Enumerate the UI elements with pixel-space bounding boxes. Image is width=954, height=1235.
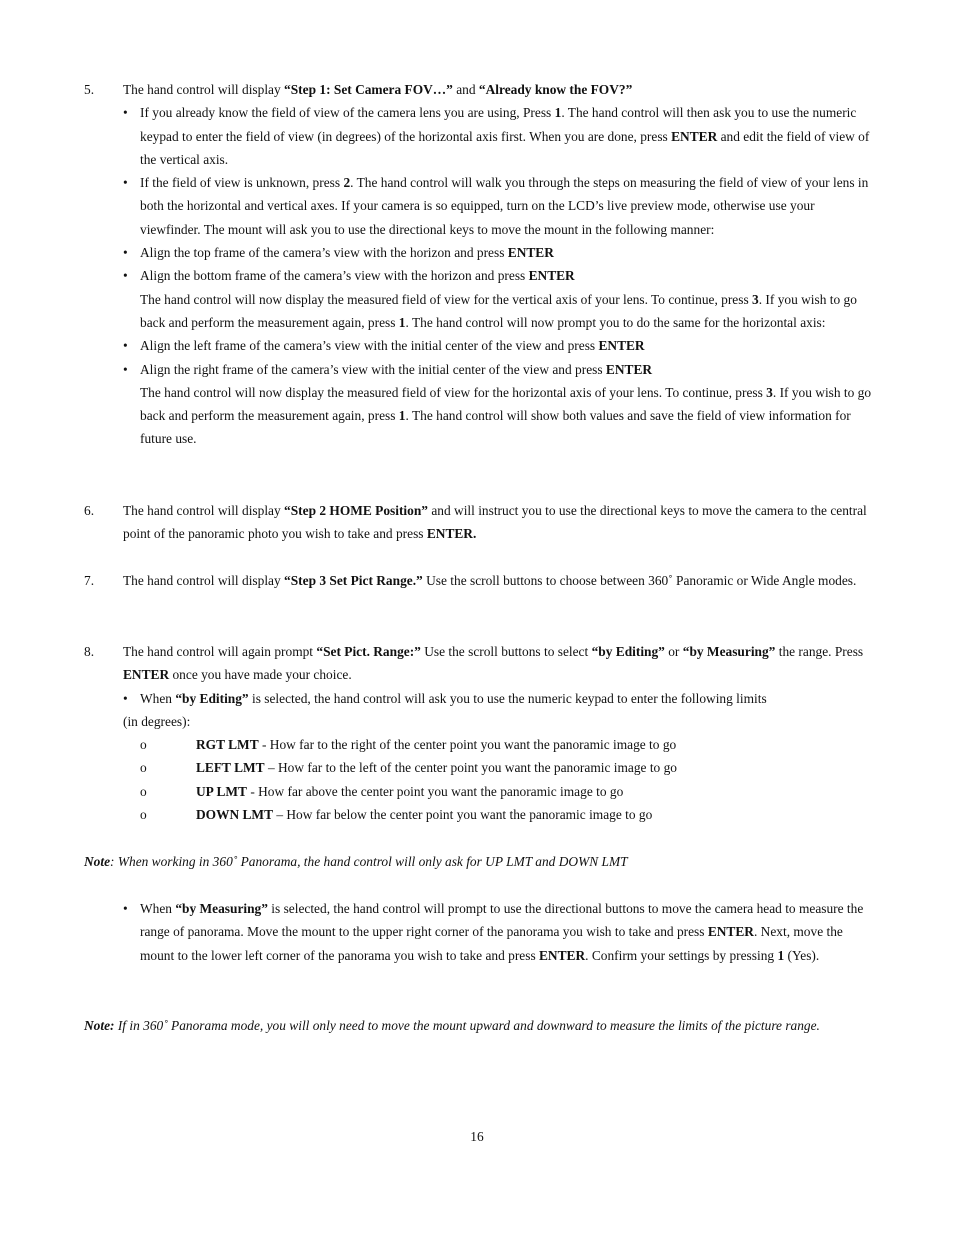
step-body: The hand control will display “Step 3 Set Pict Range.” Use the scroll buttons to choose between 360˚ Panoramic or Wide Angle modes. <box>123 573 857 588</box>
step-number: 7. <box>84 573 95 588</box>
step-8 <box>84 640 874 826</box>
bullet-marker: • <box>123 245 128 261</box>
bullet-marker: • <box>123 268 128 284</box>
step-lead: The hand control will display “Step 1: Set Camera FOV…” and “Already know the FOV?” <box>123 82 633 97</box>
sub-marker: o <box>140 783 147 799</box>
bullet-align-top: • Align the top frame of the camera’s view with the horizon and press ENTER <box>123 241 874 264</box>
bullet-marker: • <box>123 690 128 706</box>
sub-marker: o <box>140 760 147 776</box>
note-panorama-limits: Note: When working in 360˚ Panorama, the hand control will only ask for UP LMT and DOWN LMT <box>84 854 628 869</box>
step-number: 5. <box>84 82 95 97</box>
step-body <box>123 640 874 826</box>
bullet-align-left: • Align the left frame of the camera’s view with the initial center of the view and press ENTER <box>123 334 874 357</box>
note-label: Note: <box>84 1018 115 1033</box>
horizontal-fov-result: The hand control will now display the measured field of view for the horizontal axis of your lens. To continue, press 3. If you wish to go back and perform the measurement again, press 1. The hand control will show both values and save the field of view information for future use. <box>140 384 872 447</box>
limit-up: o UP LMT - How far above the center point you want the panoramic image to go <box>123 780 874 803</box>
sub-marker: o <box>140 737 147 753</box>
bullet-unknown-fov: • If the field of view is unknown, press 2. The hand control will walk you through the steps on measuring the field of view of your lens in both the horizontal and vertical axes. If your camera is so equipped, turn on the LCD’s live preview mode, otherwise use your viewfinder. The mount will ask you to use the directional keys to move the mount in the following manner: <box>123 171 874 241</box>
step-body: The hand control will display “Step 2 HOME Position” and will instruct you to use the directional keys to move the camera to the central point of the panoramic photo you wish to take and press ENTER. <box>123 503 867 542</box>
bullet-known-fov: • If you already know the field of view of the camera lens you are using, Press 1. The hand control will then ask you to use the numeric keypad to enter the field of view (in degrees) of the horizontal axis first. When you are done, press ENTER and edit the field of view of the vertical axis. <box>123 101 874 171</box>
bullet-marker: • <box>123 338 128 354</box>
limit-rgt: o RGT LMT - How far to the right of the center point you want the panoramic image to go <box>123 733 874 756</box>
limit-left: o LEFT LMT – How far to the left of the center point you want the panoramic image to go <box>123 756 874 779</box>
step-number: 8. <box>84 644 95 659</box>
bullet-marker: • <box>123 361 128 377</box>
vertical-fov-result: The hand control will now display the measured field of view for the vertical axis of your lens. To continue, press 3. If you wish to go back and perform the measurement again, press 1. The hand control will now prompt you to do the same for the horizontal axis: <box>140 291 857 330</box>
limit-down: o DOWN LMT – How far below the center point you want the panoramic image to go <box>123 803 874 826</box>
step-7 <box>84 569 874 592</box>
bullet-align-bottom: • Align the bottom frame of the camera’s view with the horizon and press ENTER <box>123 264 874 287</box>
step-body <box>123 78 874 451</box>
bullet-marker: • <box>123 105 128 121</box>
sub-marker: o <box>140 807 147 823</box>
page-number: 16 <box>470 1129 484 1144</box>
note-panorama-mode: Note: If in 360˚ Panorama mode, you will only need to move the mount upward and downward to measure the limits of the picture range. <box>84 1018 820 1033</box>
bullet-marker: • <box>123 901 128 916</box>
bullet-by-measuring: • When “by Measuring” is selected, the hand control will prompt to use the directional buttons to move the camera head to measure the range of panorama. Move the mount to the upper right corner of the panorama you wish to take and press ENTER. Next, move the mount to the lower left corner of the panorama you wish to take and press ENTER. Confirm your settings by pressing 1 (Yes). <box>123 897 874 967</box>
step-lead: The hand control will again prompt “Set Pict. Range:” Use the scroll buttons to select “by Editing” or “by Measuring” the range. Press ENTER once you have made your choice. <box>123 644 864 683</box>
step-5 <box>84 78 874 451</box>
note-label: Note <box>84 854 111 869</box>
step-6 <box>84 499 874 546</box>
limits-units: (in degrees): <box>123 713 191 729</box>
bullet-marker: • <box>123 175 128 191</box>
measuring-section <box>84 897 874 967</box>
step-number: 6. <box>84 503 95 518</box>
bullet-align-right: • Align the right frame of the camera’s view with the initial center of the view and press ENTER <box>123 358 874 381</box>
bullet-by-editing: • When “by Editing” is selected, the hand control will ask you to use the numeric keypad to enter the following limits <box>123 687 874 710</box>
